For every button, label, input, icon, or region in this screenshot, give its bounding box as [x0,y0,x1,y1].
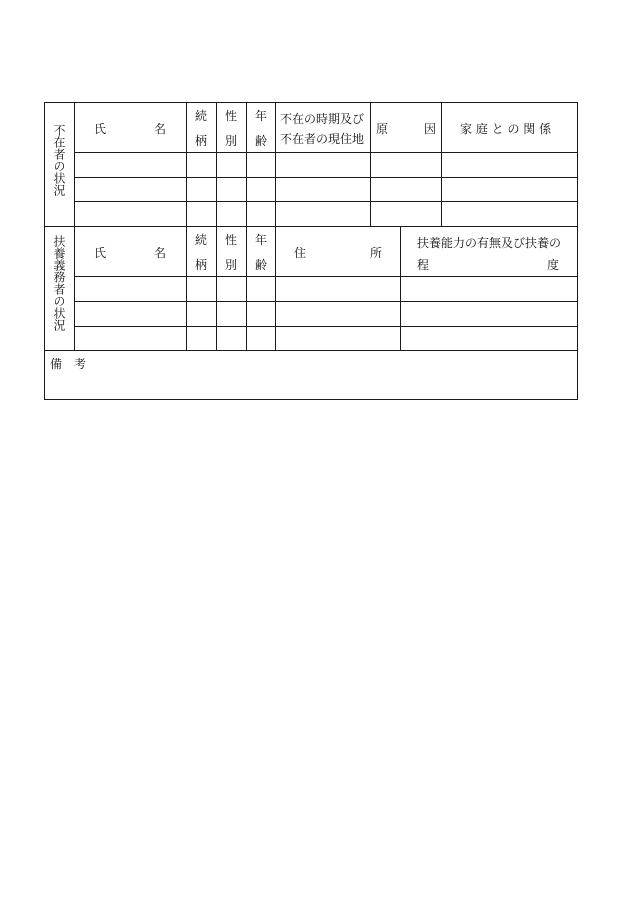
supporter-header-ability-1: 扶養能力の有無及び扶養の [417,236,562,250]
supporter-header-name-1: 氏 [94,246,107,260]
supporter-row-2[interactable] [75,302,577,326]
supporter-header-address-2: 所 [370,246,383,260]
supporter-header-relation-1: 続 [195,233,208,247]
absentee-header-gender-2: 別 [225,134,238,148]
supporter-header-ability-3: 度 [547,258,560,272]
supporter-header-age-1: 年 [255,233,268,247]
absentee-header-cause-1: 原 [376,122,389,136]
absentee-header-time-place-2: 不在者の現住地 [280,132,365,146]
supporter-header-relation-2: 柄 [195,258,208,272]
absentee-header-relation-1: 続 [195,109,208,123]
absentee-row-2[interactable] [75,178,577,201]
absentee-header-age-2: 齢 [255,134,268,148]
absentee-header-cause-2: 因 [424,122,437,136]
supporter-header-gender-1: 性 [225,233,238,247]
supporter-header-name-2: 名 [154,246,167,260]
remarks-area[interactable] [45,351,577,399]
absentee-row-1[interactable] [75,153,577,177]
absentee-header-relation-2: 柄 [195,134,208,148]
supporter-row-1[interactable] [75,277,577,301]
rule-right [577,102,578,400]
rule-bottom [44,399,578,400]
absentee-header-age-1: 年 [255,109,268,123]
supporter-header-age-2: 齢 [255,258,268,272]
supporter-row-3[interactable] [75,327,577,350]
absentee-header-time-place-1: 不在の時期及び [280,112,365,126]
supporter-header-gender-2: 別 [225,258,238,272]
supporter-header-ability-2: 程 [417,258,430,272]
absentee-section-title: 不在者の状況 [52,124,66,196]
remarks-label-2: 考 [74,357,87,371]
remarks-label-1: 備 [50,357,63,371]
status-form [44,102,578,400]
absentee-row-3[interactable] [75,202,577,226]
rule-top [44,102,578,103]
absentee-header-family-relation: 家 庭 と の 関 係 [460,122,552,136]
absentee-header-name-1: 氏 [94,122,107,136]
rule-section-divider [44,226,578,227]
absentee-header-name-2: 名 [154,122,167,136]
supporter-header-address-1: 住 [294,246,307,260]
absentee-header-gender-1: 性 [225,109,238,123]
supporter-section-title: 扶養義務者の状況 [52,235,66,331]
